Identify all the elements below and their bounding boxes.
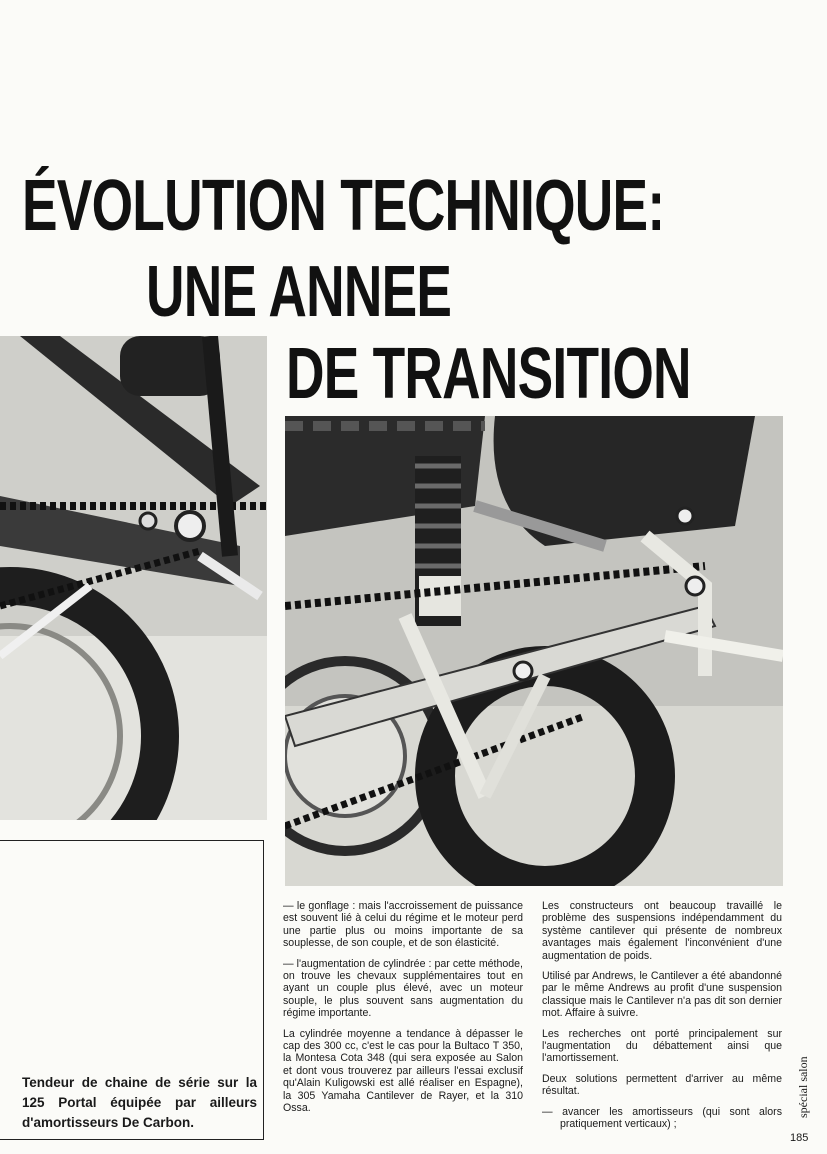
paragraph: Utilisé par Andrews, le Cantilever a été abandonné par le même Andrews au profit d'une suspension classique mais le Cantilever n'a pas dit son dernier mot. Affaire à suivre. [542, 970, 782, 1020]
title-line-3: DE TRANSITION [286, 334, 691, 414]
paragraph: La cylindrée moyenne a tendance à dépasser le cap des 300 cc, c'est le cas pour la Bultaco T 350, la Montesa Cota 348 (qui sera exposée au Salon et dont vous trouverez par ailleurs l'essai exclusif qu'Alain Kuligowski est allé réaliser en Espagne), la 305 Yamaha Cantilever de Rayer, et la 310 Ossa. [283, 1027, 523, 1115]
photo-chain-tensioner [0, 336, 267, 820]
title-line-2: UNE ANNEE [146, 252, 452, 332]
paragraph: — l'augmentation de cylindrée : par cette méthode, on trouve les chevaux supplémentaires tout en ayant un couple plus élevé, avec un moteur souple, le plus souvent sans augmentation du régime importante. [283, 957, 523, 1020]
photo-caption: Tendeur de chaine de série sur la 125 Portal équipée par ailleurs d'amortisseurs De Carbon. [22, 1075, 257, 1130]
paragraph: Les recherches ont porté principalement sur l'augmentation du débattement ainsi que l'amortissement. [542, 1027, 782, 1065]
photo-rear-suspension [285, 416, 783, 886]
paragraph: — le gonflage : mais l'accroissement de puissance est souvent lié à celui du régime et le moteur perd une partie plus ou moins importante de sa souplesse, de son couple, et de son élasticité. [283, 900, 523, 950]
paragraph: — avancer les amortisseurs (qui sont alors pratiquement verticaux) ; [542, 1105, 782, 1131]
section-label: spécial salon [796, 1056, 810, 1118]
paragraph: Deux solutions permettent d'arriver au même résultat. [542, 1072, 782, 1098]
paragraph: Les constructeurs ont beaucoup travaillé le problème des suspensions indépendamment du système cantilever qui présente de nombreux avantages mais également l'inconvénient d'une augmentation de poids. [542, 900, 782, 962]
text-column-right [542, 900, 782, 1139]
page-number: 185 [790, 1132, 809, 1144]
title-line-1: ÉVOLUTION TECHNIQUE: [22, 166, 665, 246]
text-column-middle [283, 900, 523, 1123]
